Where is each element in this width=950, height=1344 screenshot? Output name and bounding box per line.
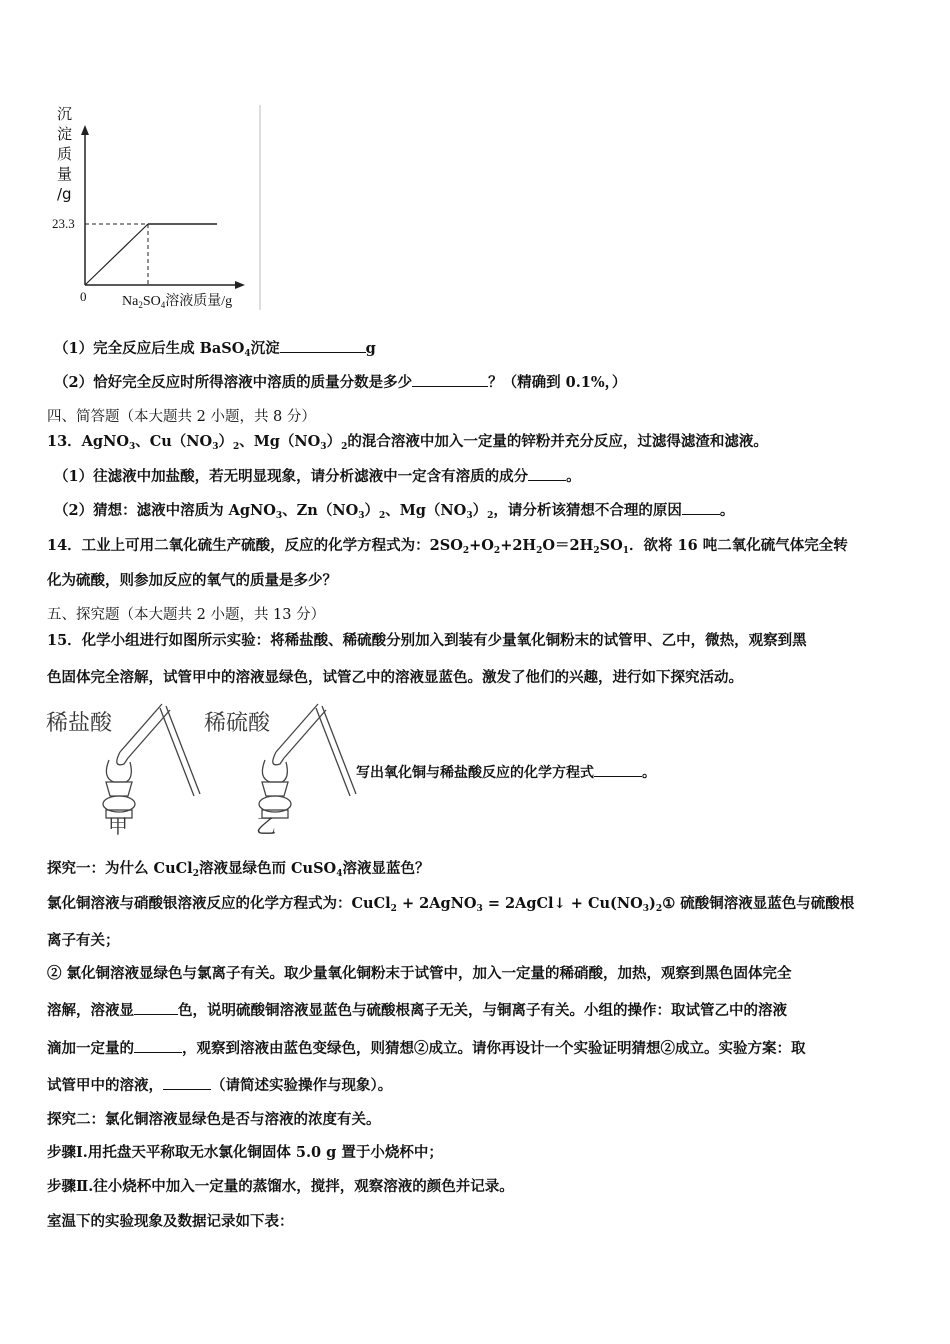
question-14-line2: 化为硫酸，则参加反应的氧气的质量是多少？ [47, 572, 337, 589]
label-dilute-h2so4: 稀硫酸 [204, 711, 271, 736]
hypothesis-2-line4: 试管甲中的溶液， （请简述实验操作与现象）。 [47, 1077, 393, 1094]
question-2: （2）恰好完全反应时所得溶液中溶质的质量分数是多少 ？（精确到 0.1%，） [54, 374, 627, 391]
hypothesis-2-line1: ② 氯化铜溶液显绿色与氯离子有关。取少量氧化铜粉末于试管中，加入一定量的稀硝酸，加热，观察到黑色固体完全 [47, 965, 792, 982]
write-equation-prompt: 写出氧化铜与稀盐酸反应的化学方程式 。 [356, 765, 656, 781]
y-axis-label: 沉 淀 质 量 /g [57, 105, 73, 203]
question-1: （1）完全反应后生成 BaSO$_4$沉淀 g [54, 340, 376, 359]
step-2: 步骤Ⅱ.往小烧杯中加入一定量的蒸馏水，搅拌，观察溶液的颜色并记录。 [47, 1178, 514, 1195]
question-13: 13．AgNO$_3$、$Cu(NO_3)_2$、$Mg(NO_3)_2$的混合溶液中加入一定量的锌粉并充分反应，过滤得滤渣和滤液。 [47, 433, 768, 452]
answer-blank[interactable] [682, 502, 720, 515]
hypothesis-2-line3: 滴加一定量的 ，观察到溶液由蓝色变绿色，则猜想②成立。请你再设计一个实验证明猜想②成立。实验方案：取 [47, 1040, 806, 1057]
equation-line-2: 离子有关； [47, 932, 120, 949]
question-15-line1: 15．化学小组进行如图所示实验：将稀盐酸、稀硫酸分别加入到装有少量氧化铜粉末的试管甲、乙中，微热，观察到黑 [47, 632, 807, 649]
precipitate-graph [40, 100, 270, 315]
answer-blank[interactable] [134, 1002, 178, 1015]
explore-1-heading: 探究一：为什么 CuCl$_2$溶液显绿色而 CuSO$_4$溶液显蓝色？ [47, 860, 430, 879]
answer-blank[interactable] [412, 374, 488, 387]
answer-blank[interactable] [594, 764, 642, 777]
answer-blank[interactable] [280, 340, 366, 353]
explore-2-heading: 探究二：氯化铜溶液显绿色是否与溶液的浓度有关。 [47, 1111, 381, 1128]
section-5-heading: 五、探究题（本大题共 2 小题，共 13 分） [47, 607, 326, 623]
record-intro: 室温下的实验现象及数据记录如下表： [47, 1213, 294, 1230]
step-1: 步骤Ⅰ.用托盘天平称取无水氯化铜固体 5.0 g 置于小烧杯中； [47, 1144, 443, 1161]
x-axis-label: $Na_2SO_4$溶液质量/g [122, 294, 233, 310]
equation-line: 氯化铜溶液与硝酸银溶液反应的化学方程式为：CuCl$_2$ + 2AgNO$_3$ = 2AgCl↓ + $Cu(NO_3)_2①$ 硫酸铜溶液显蓝色与硫酸根 [47, 895, 855, 914]
question-14-line1: 14．工业上可用二氧化硫生产硫酸，反应的化学方程式为：$2SO_2+O_2+2H_2O=2H_2SO_1$．欲将 16 吨二氧化硫气体完全转 [47, 537, 848, 556]
answer-blank[interactable] [134, 1040, 182, 1053]
apparatus-figure [44, 700, 364, 840]
question-15-line2: 色固体完全溶解，试管甲中的溶液显绿色，试管乙中的溶液显蓝色。激发了他们的兴趣，进行如下探究活动。 [47, 669, 743, 686]
caption-jia: 甲 [108, 814, 128, 838]
answer-blank[interactable] [528, 468, 566, 481]
hypothesis-2-line2: 溶解，溶液显 色，说明硫酸铜溶液显蓝色与硫酸根离子无关，与铜离子有关。小组的操作：取试管乙中的溶液 [47, 1002, 787, 1019]
question-13-2: （2）猜想：滤液中溶质为 AgNO$_3$、$Zn(NO_3)_2$、$Mg(NO_3)_2$，请分析该猜想不合理的原因 。 [54, 502, 735, 521]
caption-yi: 乙 [256, 814, 276, 838]
section-4-heading: 四、简答题（本大题共 2 小题，共 8 分） [47, 409, 316, 425]
y-tick-label: 23.3 [52, 216, 75, 231]
label-dilute-hcl: 稀盐酸 [46, 711, 113, 736]
answer-blank[interactable] [163, 1077, 211, 1090]
question-13-1: （1）往滤液中加盐酸，若无明显现象，请分析滤液中一定含有溶质的成分 。 [54, 468, 581, 485]
origin-label: 0 [80, 289, 87, 304]
